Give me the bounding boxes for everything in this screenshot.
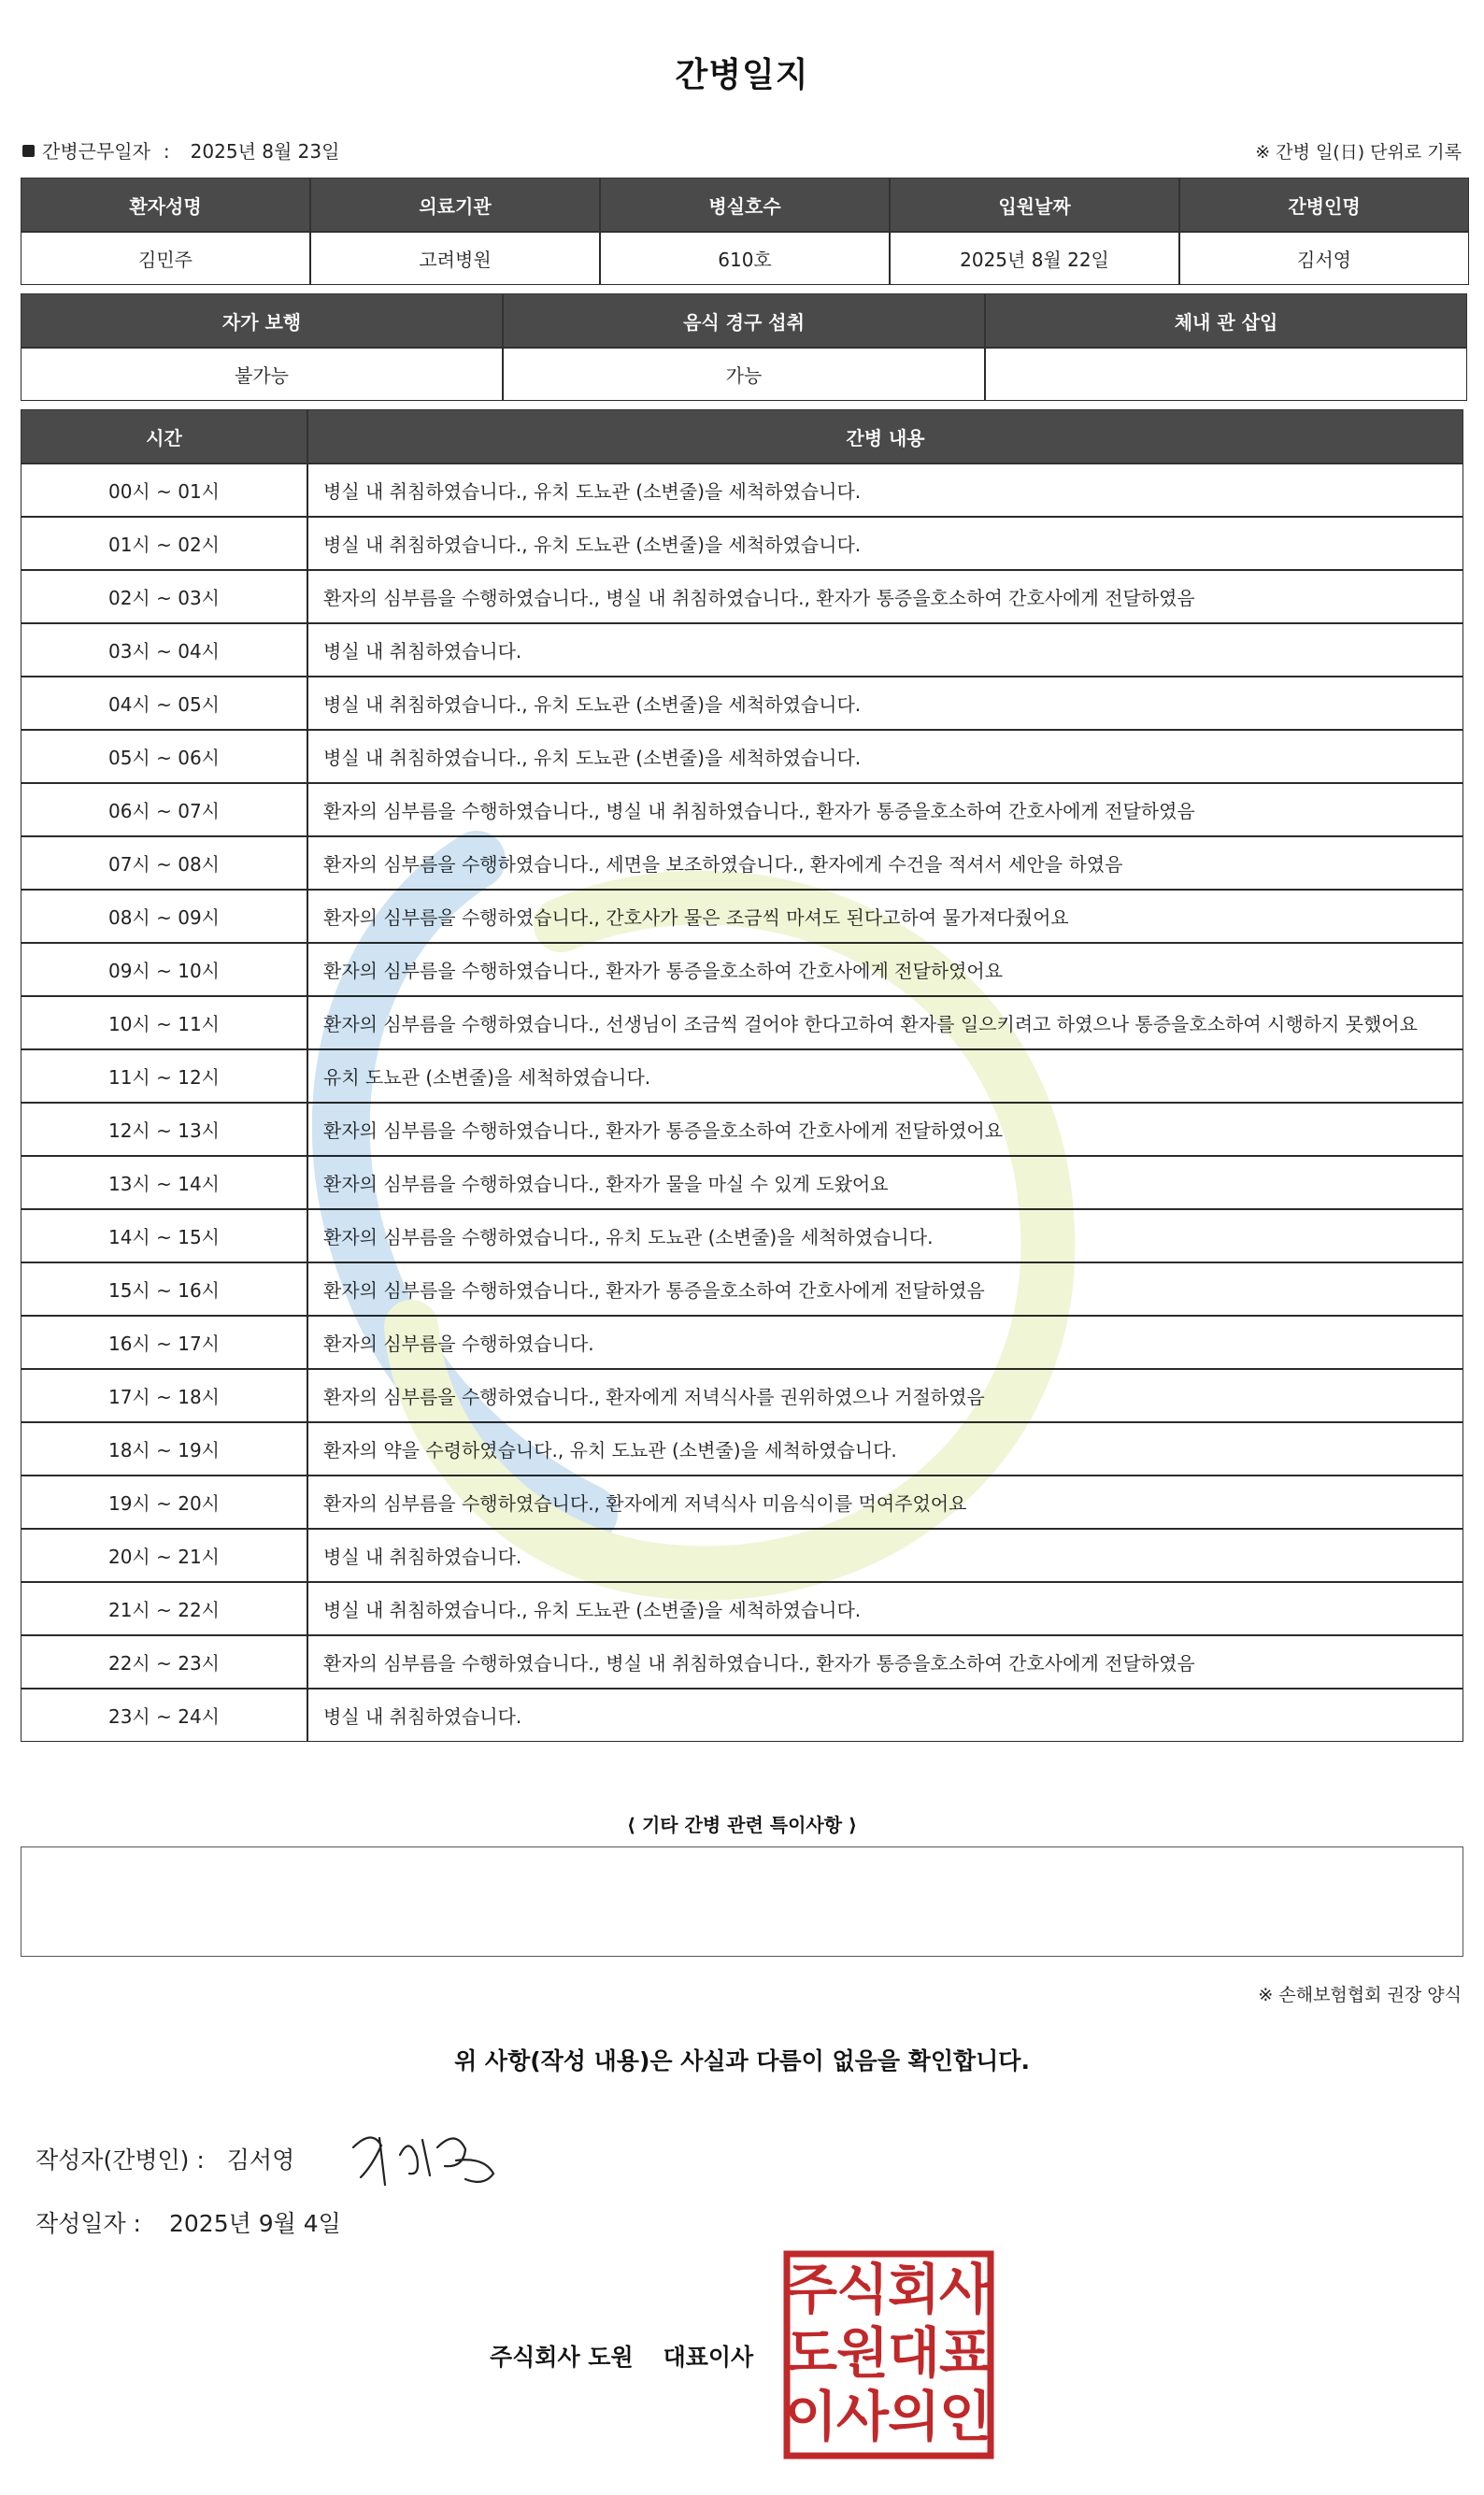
- work-date-separator: :: [163, 140, 170, 163]
- log-content: 환자의 심부름을 수행하였습니다., 환자가 통증을호소하여 간호사에게 전달하였어요: [307, 943, 1463, 996]
- log-content: 병실 내 취침하였습니다., 유치 도뇨관 (소변줄)을 세척하였습니다.: [307, 463, 1463, 517]
- care-log-table: [21, 409, 1463, 1742]
- log-time: 13시 ~ 14시: [21, 1156, 307, 1209]
- seal-character: 이: [784, 2385, 838, 2448]
- table-row: [21, 623, 1463, 677]
- table-row: [21, 1262, 1463, 1316]
- header-oral-intake: 음식 경구 섭취: [503, 293, 985, 348]
- patient-status-table: [21, 293, 1467, 401]
- square-bullet-icon: [22, 145, 35, 157]
- log-time: 11시 ~ 12시: [21, 1049, 307, 1103]
- log-content: 환자의 심부름을 수행하였습니다., 간호사가 물은 조금씩 마셔도 된다고하여 물가져다줬어요: [307, 890, 1463, 943]
- log-time: 06시 ~ 07시: [21, 783, 307, 836]
- company-seal-icon: [783, 2250, 994, 2459]
- special-notes-box: [21, 1846, 1463, 1957]
- table-row: [21, 1689, 1463, 1742]
- log-time: 05시 ~ 06시: [21, 730, 307, 783]
- tube-insertion-value: [985, 348, 1467, 401]
- work-date-label: 간병근무일자: [42, 140, 150, 163]
- log-content: 환자의 심부름을 수행하였습니다., 환자가 물을 마실 수 있게 도왔어요: [307, 1156, 1463, 1209]
- company-role: 대표이사: [663, 2344, 754, 2371]
- seal-character: 사: [835, 2385, 890, 2448]
- header-care-content: 간병 내용: [307, 409, 1463, 463]
- log-content: 환자의 심부름을 수행하였습니다., 세면을 보조하였습니다., 환자에게 수건을 적셔서 세안을 하였음: [307, 836, 1463, 890]
- header-time: 시간: [21, 409, 307, 463]
- log-content: 유치 도뇨관 (소변줄)을 세척하였습니다.: [307, 1049, 1463, 1103]
- log-content: 환자의 심부름을 수행하였습니다., 병실 내 취침하였습니다., 환자가 통증을호소하여 간호사에게 전달하였음: [307, 783, 1463, 836]
- log-content: 병실 내 취침하였습니다.: [307, 1529, 1463, 1582]
- table-row: [21, 783, 1463, 836]
- seal-character: 인: [938, 2385, 992, 2448]
- patient-info-table: [21, 178, 1469, 285]
- page-title: 간병일지: [675, 56, 809, 94]
- header-caregiver-name: 간병인명: [1179, 178, 1469, 232]
- caregiver-name: 김서영: [1179, 232, 1469, 285]
- table-row: [21, 677, 1463, 730]
- table-row: [21, 1582, 1463, 1635]
- log-time: 09시 ~ 10시: [21, 943, 307, 996]
- table-row: [21, 1476, 1463, 1529]
- log-time: 17시 ~ 18시: [21, 1369, 307, 1422]
- log-time: 00시 ~ 01시: [21, 463, 307, 517]
- written-date-value: 2025년 9월 4일: [168, 2210, 341, 2237]
- log-time: 01시 ~ 02시: [21, 517, 307, 570]
- log-content: 병실 내 취침하였습니다., 유치 도뇨관 (소변줄)을 세척하였습니다.: [307, 517, 1463, 570]
- signature-icon: [344, 2119, 503, 2190]
- record-note: ※ 간병 일(日) 단위로 기록: [1255, 142, 1462, 163]
- special-notes-title: ⟨ 기타 간병 관련 특이사항 ⟩: [626, 1814, 858, 1836]
- log-content: 환자의 심부름을 수행하였습니다., 병실 내 취침하였습니다., 환자가 통증을호소하여 간호사에게 전달하였음: [307, 570, 1463, 623]
- table-row: [21, 570, 1463, 623]
- header-admission-date: 입원날짜: [890, 178, 1179, 232]
- author-line: [36, 2142, 294, 2175]
- table-row: [21, 463, 1463, 517]
- log-time: 19시 ~ 20시: [21, 1476, 307, 1529]
- hospital-name: 고려병원: [310, 232, 600, 285]
- log-content: 환자의 심부름을 수행하였습니다., 유치 도뇨관 (소변줄)을 세척하였습니다.: [307, 1209, 1463, 1262]
- log-content: 환자의 심부름을 수행하였습니다., 환자가 통증을호소하여 간호사에게 전달하였음: [307, 1262, 1463, 1316]
- table-row: [21, 1635, 1463, 1689]
- log-time: 08시 ~ 09시: [21, 890, 307, 943]
- oral-intake-value: 가능: [503, 348, 985, 401]
- log-time: 12시 ~ 13시: [21, 1103, 307, 1156]
- table-row: [21, 996, 1463, 1049]
- log-content: 병실 내 취침하였습니다., 유치 도뇨관 (소변줄)을 세척하였습니다.: [307, 677, 1463, 730]
- seal-character: 표: [938, 2321, 992, 2385]
- patient-name: 김민주: [21, 232, 310, 285]
- written-date-line: [36, 2205, 341, 2239]
- log-content: 병실 내 취침하였습니다., 유치 도뇨관 (소변줄)을 세척하였습니다.: [307, 730, 1463, 783]
- work-date: [22, 136, 339, 164]
- author-label: 작성자(간병인) :: [36, 2146, 205, 2174]
- log-time: 10시 ~ 11시: [21, 996, 307, 1049]
- log-time: 16시 ~ 17시: [21, 1316, 307, 1369]
- log-time: 14시 ~ 15시: [21, 1209, 307, 1262]
- table-row: [21, 730, 1463, 783]
- seal-character: 도: [784, 2321, 838, 2385]
- log-content: 환자의 심부름을 수행하였습니다., 선생님이 조금씩 걸어야 한다고하여 환자를 일으키려고 하였으나 통증을호소하여 시행하지 못했어요: [307, 996, 1463, 1049]
- log-time: 20시 ~ 21시: [21, 1529, 307, 1582]
- log-content: 병실 내 취침하였습니다.: [307, 1689, 1463, 1742]
- confirmation-statement: 위 사항(작성 내용)은 사실과 다름이 없음을 확인합니다.: [454, 2047, 1030, 2074]
- table-row: [21, 1422, 1463, 1476]
- table-row: [21, 943, 1463, 996]
- work-date-value: 2025년 8월 23일: [190, 140, 340, 163]
- author-name: 김서영: [226, 2146, 295, 2174]
- log-time: 03시 ~ 04시: [21, 623, 307, 677]
- log-time: 22시 ~ 23시: [21, 1635, 307, 1689]
- table-row: [21, 890, 1463, 943]
- seal-character: 대: [887, 2321, 941, 2385]
- table-row: [21, 1156, 1463, 1209]
- log-time: 21시 ~ 22시: [21, 1582, 307, 1635]
- log-time: 04시 ~ 05시: [21, 677, 307, 730]
- log-time: 15시 ~ 16시: [21, 1262, 307, 1316]
- admission-date: 2025년 8월 22일: [890, 232, 1179, 285]
- log-content: 환자의 심부름을 수행하였습니다., 환자가 통증을호소하여 간호사에게 전달하였어요: [307, 1103, 1463, 1156]
- table-row: [21, 1103, 1463, 1156]
- header-hospital: 의료기관: [310, 178, 600, 232]
- log-time: 07시 ~ 08시: [21, 836, 307, 890]
- self-walking-value: 불가능: [21, 348, 503, 401]
- log-time: 23시 ~ 24시: [21, 1689, 307, 1742]
- log-content: 환자의 심부름을 수행하였습니다.: [307, 1316, 1463, 1369]
- log-content: 환자의 심부름을 수행하였습니다., 병실 내 취침하였습니다., 환자가 통증을호소하여 간호사에게 전달하였음: [307, 1635, 1463, 1689]
- header-tube-insertion: 체내 관 삽입: [985, 293, 1467, 348]
- company-name: 주식회사 도원: [490, 2344, 634, 2371]
- log-content: 환자의 심부름을 수행하였습니다., 환자에게 저녁식사를 권위하였으나 거절하였음: [307, 1369, 1463, 1422]
- seal-character: 식: [835, 2258, 890, 2321]
- seal-character: 원: [835, 2321, 890, 2385]
- table-row: [21, 1209, 1463, 1262]
- seal-character: 의: [887, 2385, 941, 2448]
- company-line: [490, 2339, 753, 2373]
- log-time: 02시 ~ 03시: [21, 570, 307, 623]
- table-row: [21, 836, 1463, 890]
- table-row: [21, 1369, 1463, 1422]
- seal-characters: [785, 2258, 992, 2448]
- log-content: 환자의 약을 수령하였습니다., 유치 도뇨관 (소변줄)을 세척하였습니다.: [307, 1422, 1463, 1476]
- written-date-label: 작성일자 :: [36, 2210, 141, 2237]
- header-room: 병실호수: [600, 178, 890, 232]
- header-patient-name: 환자성명: [21, 178, 310, 232]
- header-self-walking: 자가 보행: [21, 293, 503, 348]
- log-content: 병실 내 취침하였습니다.: [307, 623, 1463, 677]
- log-content: 환자의 심부름을 수행하였습니다., 환자에게 저녁식사 미음식이를 먹여주었어요: [307, 1476, 1463, 1529]
- table-row: [21, 1529, 1463, 1582]
- table-row: [21, 1316, 1463, 1369]
- table-row: [21, 517, 1463, 570]
- table-row: [21, 1049, 1463, 1103]
- association-note: ※ 손해보험협회 권장 양식: [1258, 1985, 1462, 2005]
- room-number: 610호: [600, 232, 890, 285]
- log-content: 병실 내 취침하였습니다., 유치 도뇨관 (소변줄)을 세척하였습니다.: [307, 1582, 1463, 1635]
- seal-character: 회: [887, 2258, 941, 2321]
- seal-character: 주: [784, 2258, 838, 2321]
- log-time: 18시 ~ 19시: [21, 1422, 307, 1476]
- seal-character: 사: [938, 2258, 992, 2321]
